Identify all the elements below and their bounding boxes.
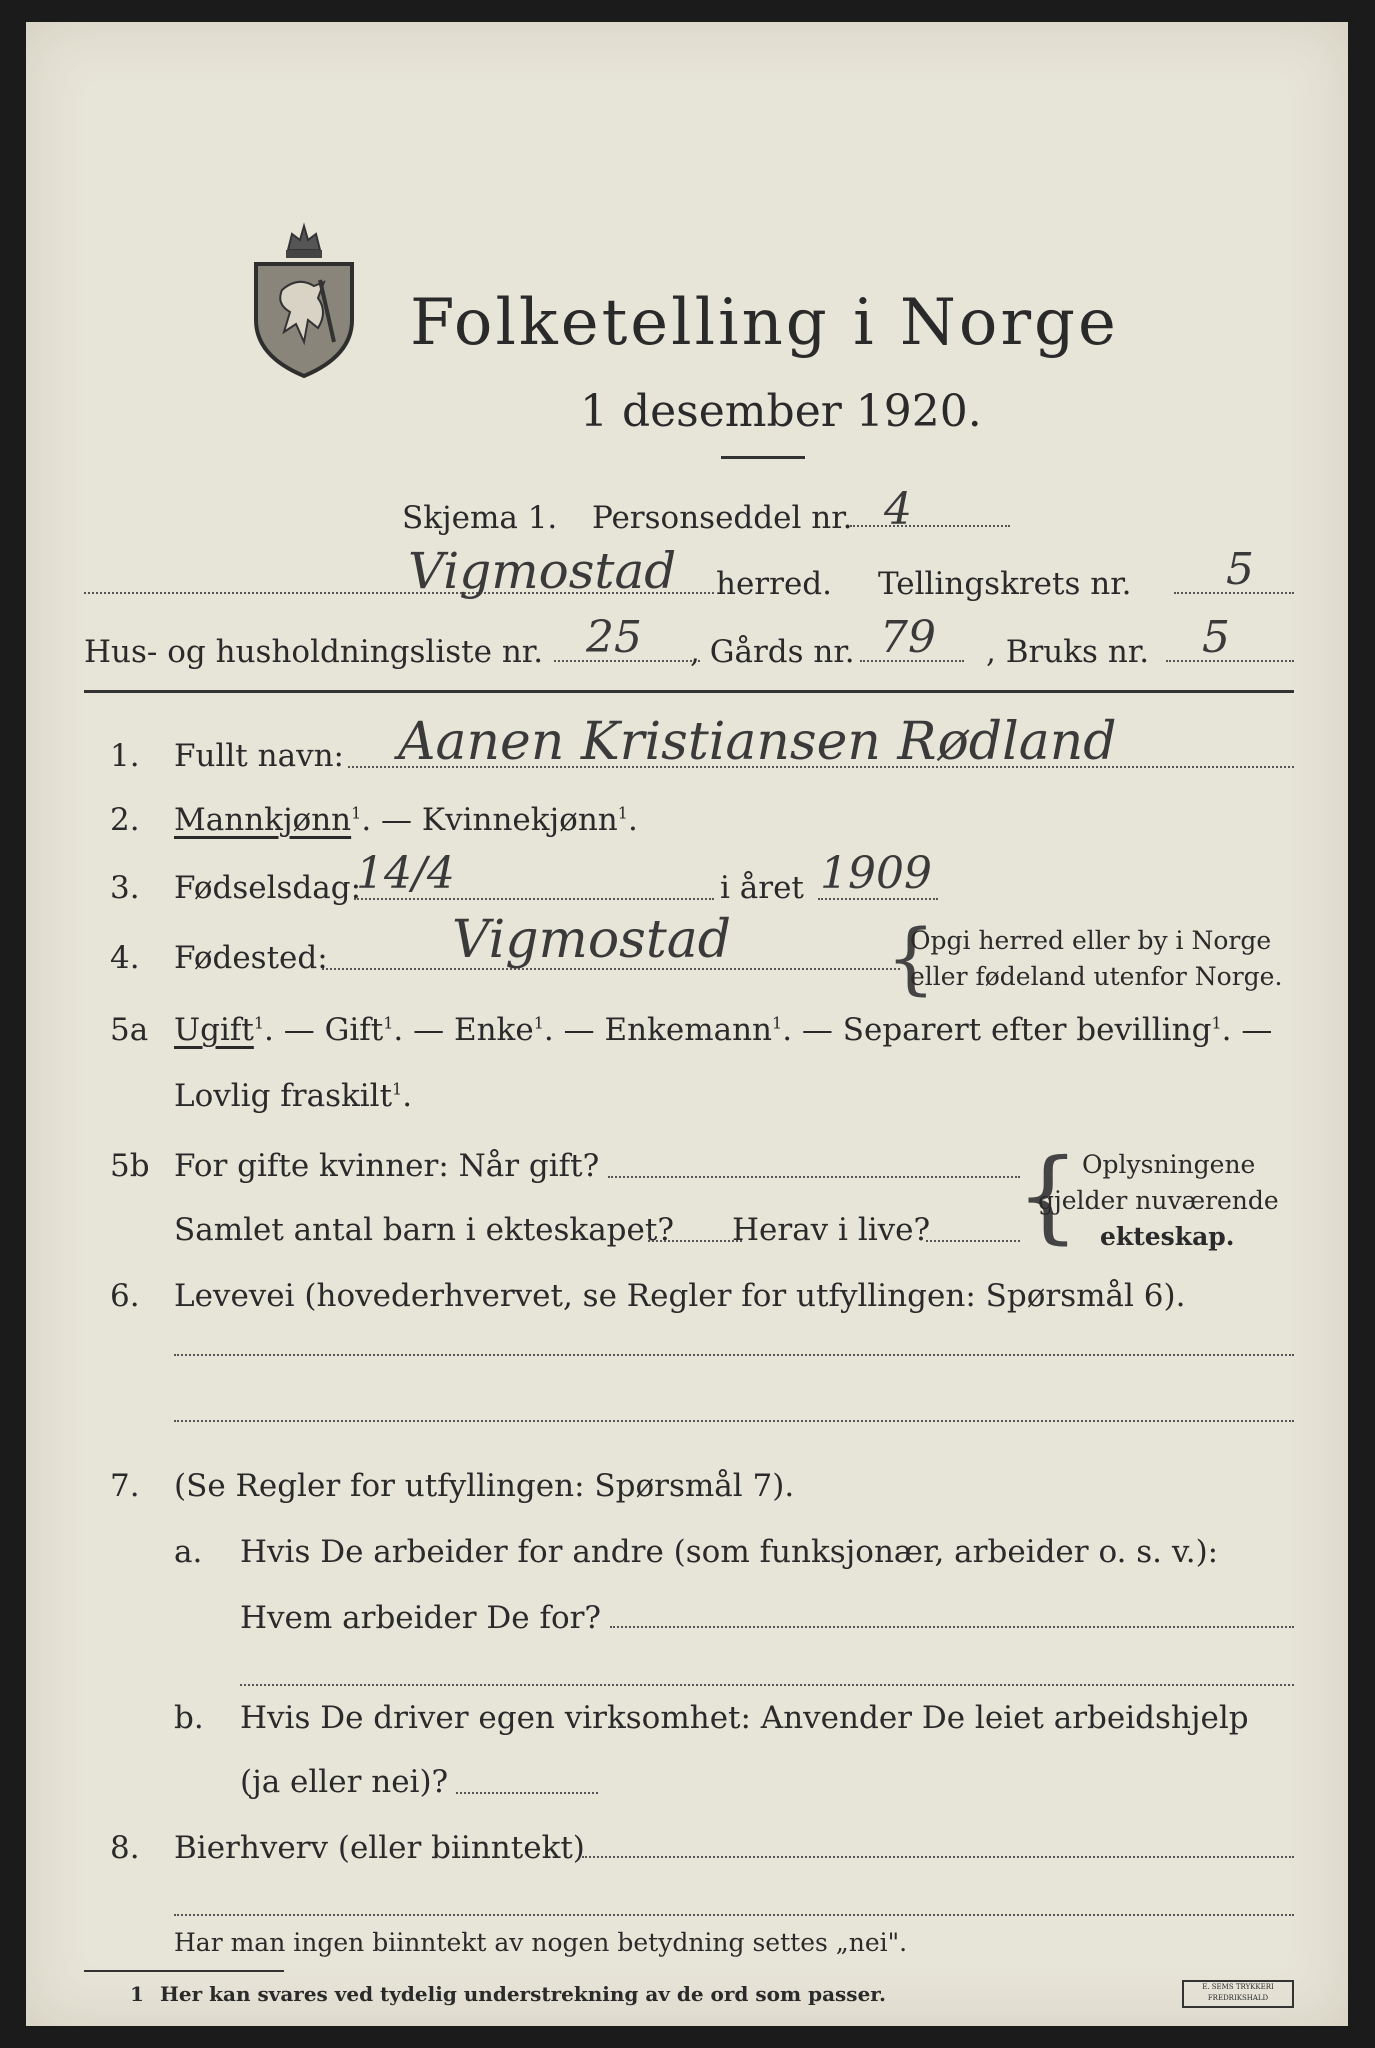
q8-number: 8.	[110, 1830, 140, 1866]
q3-label: Fødselsdag:	[174, 870, 362, 906]
q5b-note-1: Oplysningene	[1082, 1150, 1256, 1179]
gards-value: 79	[880, 612, 936, 663]
footnote-mark: 1	[130, 1982, 144, 2006]
q2-line: Mannkjønn$^1$. — Kvinnekjønn$^1$.	[174, 802, 638, 838]
coat-of-arms-icon	[248, 220, 360, 380]
q7a-text: Hvis De arbeider for andre (som funksjonær, arbeider o. s. v.):	[240, 1534, 1219, 1570]
q8-label: Bierhverv (eller biinntekt)	[174, 1830, 585, 1866]
q5b-note-2: gjelder nuværende	[1038, 1186, 1279, 1215]
ugift-option: Ugift	[174, 1012, 254, 1048]
husliste-value: 25	[586, 612, 642, 663]
q5b-children-label: Samlet antal barn i ekteskapet?	[174, 1212, 674, 1248]
title-divider	[721, 456, 805, 459]
q5a-line: Ugift$^1$. — Gift$^1$. — Enke$^1$. — Enkemann$^1$. — Separert efter bevilling$^1$. —	[174, 1012, 1273, 1048]
q2-number: 2.	[110, 802, 140, 838]
year-label: i året	[720, 870, 804, 906]
skjema-label: Skjema 1.	[402, 500, 558, 536]
q4-note-2: eller fødeland utenfor Norge.	[910, 962, 1283, 991]
q5b-line-1: For gifte kvinner: Når gift?	[174, 1148, 600, 1184]
q1-label: Fullt navn:	[174, 738, 344, 774]
bruks-label: , Bruks nr.	[986, 634, 1150, 670]
separert-option: — Separert efter bevilling	[801, 1012, 1212, 1048]
q6-number: 6.	[110, 1278, 140, 1314]
lovlig-fraskilt-option: Lovlig fraskilt	[174, 1078, 393, 1114]
q7b-letter: b.	[174, 1700, 204, 1736]
q7b-question: (ja eller nei)?	[240, 1764, 449, 1800]
printer-stamp: E. SEMS TRYKKERI FREDRIKSHALD	[1182, 1980, 1294, 2008]
q7b-text: Hvis De driver egen virksomhet: Anvender De leiet arbeidshjelp	[240, 1700, 1249, 1736]
q6-label: Levevei (hovederhvervet, se Regler for utfyllingen: Spørsmål 6).	[174, 1278, 1186, 1314]
gift-option: — Gift	[283, 1012, 384, 1048]
q7-label: (Se Regler for utfyllingen: Spørsmål 7).	[174, 1468, 795, 1504]
q4-label: Fødested:	[174, 940, 328, 976]
census-date: 1 desember 1920.	[580, 386, 982, 437]
herred-value: Vigmostad	[408, 542, 677, 600]
tellingskrets-value: 5	[1226, 544, 1254, 595]
q5a-line-2: Lovlig fraskilt$^1$.	[174, 1078, 413, 1114]
q7a-question: Hvem arbeider De for?	[240, 1600, 602, 1636]
husliste-label: Hus- og husholdningsliste nr.	[84, 634, 544, 670]
enke-option: — Enke	[413, 1012, 534, 1048]
full-name-value: Aanen Kristiansen Rødland	[398, 712, 1117, 772]
enkemann-option: — Enkemann	[563, 1012, 772, 1048]
kvinnekjonn-option: Kvinnekjønn	[421, 802, 618, 838]
q5b-alive-label: Herav i live?	[732, 1212, 931, 1248]
footnote-text: Her kan svares ved tydelig understrekning av de ord som passer.	[160, 1982, 886, 2006]
q7a-letter: a.	[174, 1534, 203, 1570]
q8-note: Har man ingen biinntekt av nogen betydning settes „nei".	[174, 1928, 908, 1957]
herred-label: herred.	[716, 566, 832, 602]
q5a-number: 5a	[110, 1012, 149, 1048]
footnote-rule	[84, 1970, 284, 1972]
form-title: Folketelling i Norge	[410, 286, 1119, 360]
birthplace-value: Vigmostad	[452, 910, 732, 970]
birthdate-value: 14/4	[356, 848, 455, 899]
q4-note-1: Opgi herred eller by i Norge	[910, 926, 1272, 955]
personseddel-value: 4	[884, 484, 912, 535]
q6-answer-line-2	[174, 1420, 1294, 1422]
q6-answer-line-1	[174, 1354, 1294, 1356]
header-rule	[84, 690, 1294, 693]
personseddel-label: Personseddel nr.	[592, 500, 853, 536]
gards-label: , Gårds nr.	[690, 634, 855, 670]
q5b-note-3: ekteskap.	[1100, 1222, 1235, 1251]
tellingskrets-label: Tellingskrets nr.	[878, 566, 1132, 602]
q4-number: 4.	[110, 940, 140, 976]
q5b-number: 5b	[110, 1148, 150, 1184]
q1-number: 1.	[110, 738, 140, 774]
bruks-value: 5	[1202, 612, 1230, 663]
q7-number: 7.	[110, 1468, 140, 1504]
birth-year-value: 1909	[820, 848, 932, 899]
q3-number: 3.	[110, 870, 140, 906]
census-form: Folketelling i Norge 1 desember 1920. Skjema 1. Personseddel nr. 4 Vigmostad herred. Tellingskrets nr. 5 Hus- og husholdningsliste nr. 25 , Gårds nr. 79 , Bruks nr. 5 1. Fullt navn: Aanen Kristiansen Rødland 2. Mannkjønn$^1$. — Kvinnekjønn$^1$. 3. Fødselsdag: 14/4 i året 1909 4. Fødested: Vigmostad { Opgi herred eller by i Norge eller fødeland utenfor Norge. 5a Ugift$^1$. — Gift$^1$. — Enke$^1$. — Enkemann$^1$. — Separert efter bevilling$^1$. — Lovlig fraskilt$^1$. 5b For gifte kvinner: Når gift? Samlet antal barn i ekteskapet? Herav i live? { Oplysningene gjelder nuværende ekteskap. 6. Levevei (hovederhvervet, se Regler for utfyllingen: Spørsmål 6). 7. (Se Regler for utfyllingen: Spørsmål 7). a. Hvis De arbeider for andre (som funksjonær, arbeider o. s. v.): Hvem arbeider De for? b. Hvis De driver egen virksomhet: Anvender De leiet arbeidshjelp (ja eller nei)? 8. Bierhverv (eller biinntekt) Har man ingen biinntekt av nogen betydning settes „nei". 1 Her kan svares ved tydelig understrekning av de ord som passer. E. SEMS TRYKKERI FREDRIKSHALD	[26, 22, 1348, 2026]
mannkjonn-option: Mannkjønn	[174, 802, 352, 838]
